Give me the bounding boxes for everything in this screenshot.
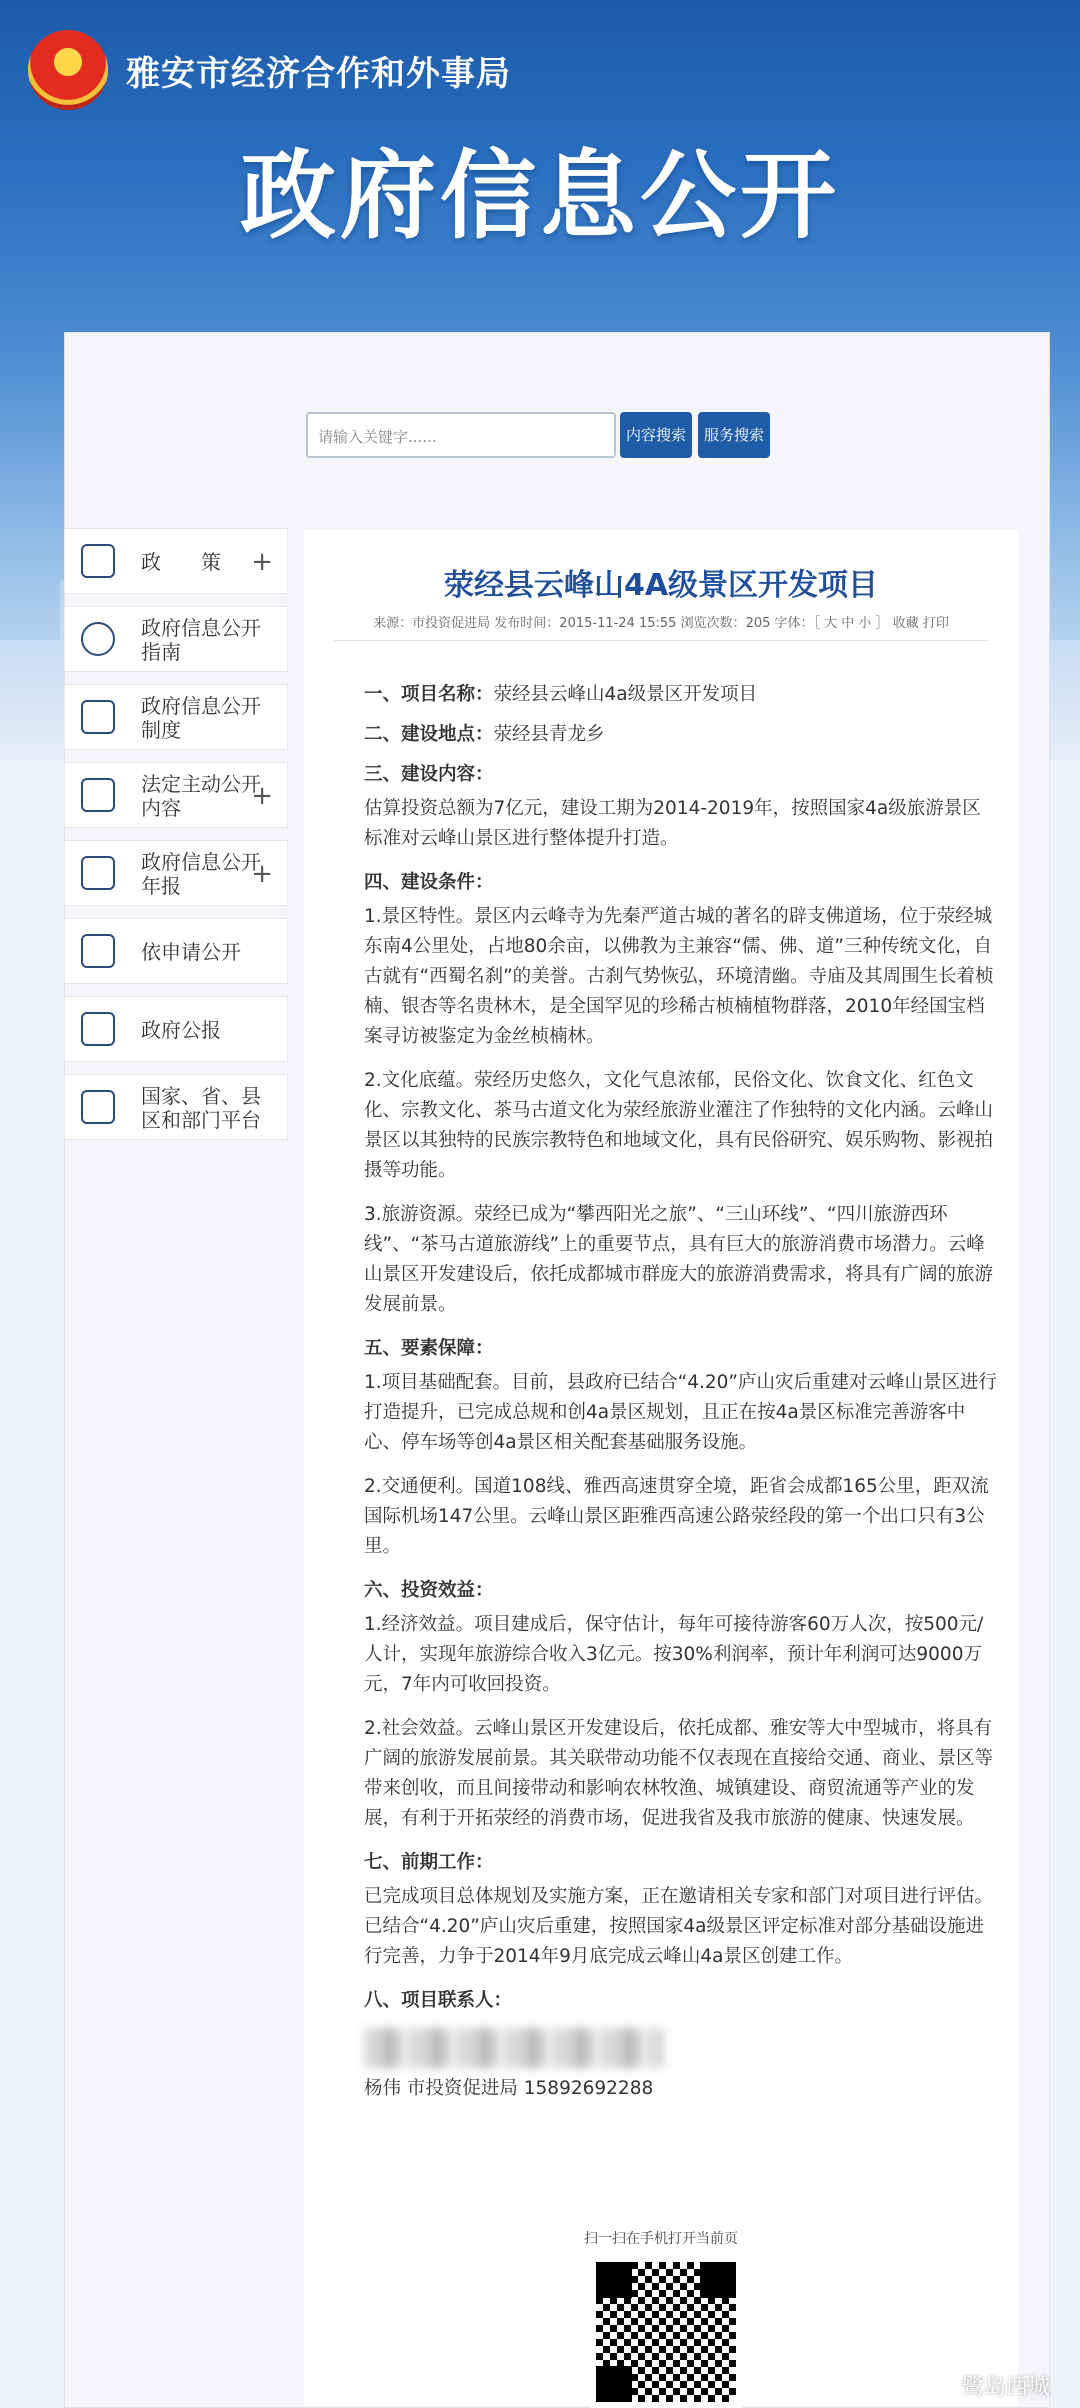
check-document-icon	[81, 934, 115, 968]
article-body	[364, 670, 998, 2122]
sidebar-item-label: 政府信息公开年报	[141, 850, 261, 898]
section-heading: 七、前期工作：	[364, 1852, 494, 1873]
section-heading: 八、项目联系人：	[364, 1990, 513, 2011]
sidebar-item-label: 政 策	[141, 550, 221, 574]
section-heading: 二、建设地点：荥经县青龙乡	[364, 724, 605, 745]
article-title: 荥经县云峰山4A级景区开发项目	[443, 568, 879, 603]
org-name: 雅安市经济合作和外事局	[126, 54, 511, 94]
blurred-redaction	[364, 2028, 664, 2068]
report-icon	[81, 856, 115, 890]
paragraph: 2.社会效益。云峰山景区开发建设后，依托成都、雅安等大中型城市，将具有广阔的旅游发展前景。其关联带动功能不仅表现在直接给交通、商业、景区等带来创收，而且间接带动和影响农林牧渔、城镇建设、商贸流通等产业的发展，有利于开拓荥经的消费市场，促进我省及我市旅游的健康、快速发展。	[364, 1718, 994, 1829]
bulletin-icon	[81, 1012, 115, 1046]
article-card	[304, 530, 1018, 2406]
paragraph: 1.项目基础配套。目前，县政府已结合“4.20”庐山灾后重建对云峰山景区进行打造提升，已完成总规和创4a景区规划，且正在按4a景区标准完善游客中心、停车场等创4a景区相关配套基础服务设施。	[364, 1372, 998, 1453]
service-search-button[interactable]: 服务搜索	[698, 412, 770, 458]
paragraph: 2.交通便利。国道108线、雅西高速贯穿全境，距省会成都165公里，距双流国际机场147公里。云峰山景区距雅西高速公路荥经段的第一个出口只有3公里。	[364, 1476, 989, 1557]
qr-label: 扫一扫在手机打开当前页	[584, 2231, 738, 2247]
star-document-icon	[81, 544, 115, 578]
search-input[interactable]: 请输入关键字......	[306, 412, 616, 458]
list-icon	[81, 700, 115, 734]
expand-plus-icon[interactable]: +	[251, 859, 273, 889]
contact-info: 杨伟 市投资促进局 15892692288	[364, 2078, 654, 2099]
national-emblem-icon	[28, 30, 108, 110]
sidebar-item-label: 政府公报	[141, 1018, 221, 1042]
section-heading: 五、要素保障：	[364, 1338, 494, 1359]
paragraph: 2.文化底蕴。荥经历史悠久，文化气息浓郁，民俗文化、饮食文化、红色文化、宗教文化、茶马古道文化为荥经旅游业灌注了作独特的文化内涵。云峰山景区以其独特的民族宗教特色和地域文化，具有民俗研究、娱乐购物、影视拍摄等功能。	[364, 1070, 994, 1181]
sidebar-item-platforms[interactable]	[64, 1074, 288, 1140]
watermark: 鹭岛西城	[961, 2375, 1050, 2400]
sidebar-item-bulletin[interactable]	[64, 996, 288, 1062]
content-search-button[interactable]: 内容搜索	[620, 412, 692, 458]
expand-plus-icon[interactable]: +	[251, 781, 273, 811]
paragraph: 1.经济效益。项目建成后，保守估计，每年可接待游客60万人次，按500元/人计，实现年旅游综合收入3亿元。按30%利润率，预计年利润可达9000万元，7年内可收回投资。	[364, 1614, 984, 1695]
qr-code-icon[interactable]	[590, 2256, 742, 2408]
sidebar-item-label: 国家、省、县区和部门平台	[141, 1084, 261, 1132]
paragraph: 估算投资总额为7亿元，建设工期为2014-2019年，按照国家4a级旅游景区标准对云峰山景区进行整体提升打造。	[364, 798, 981, 849]
paragraph: 3.旅游资源。荥经已成为“攀西阳光之旅”、“三山环线”、“四川旅游西环线”、“茶马古道旅游线”上的重要节点，具有巨大的旅游消费市场潜力。云峰山景区开发建设后，依托成都城市群庞大的旅游消费需求，将具有广阔的旅游发展前景。	[364, 1204, 994, 1315]
compass-icon	[81, 622, 115, 656]
sidebar-item-guide[interactable]	[64, 606, 288, 672]
sidebar-item-label: 政府信息公开制度	[141, 694, 261, 742]
banner-title: 政府信息公开	[240, 140, 840, 252]
sidebar-item-annual-report[interactable]	[64, 840, 288, 906]
sidebar-item-policy[interactable]	[64, 528, 288, 594]
link-icon	[81, 1090, 115, 1124]
section-heading: 四、建设条件：	[364, 872, 494, 893]
paragraph: 已完成项目总体规划及实施方案，正在邀请相关专家和部门对项目进行评估。已结合“4.20”庐山灾后重建，按照国家4a级景区评定标准对部分基础设施进行完善，力争于2014年9月底完成云峰山4a景区创建工作。	[364, 1886, 994, 1967]
sidebar-item-application[interactable]	[64, 918, 288, 984]
section-heading: 一、项目名称：荥经县云峰山4a级景区开发项目	[364, 684, 758, 705]
sidebar-item-label: 政府信息公开指南	[141, 616, 261, 664]
sidebar-item-system[interactable]	[64, 684, 288, 750]
section-heading: 三、建设内容：	[364, 764, 494, 785]
divider	[334, 640, 988, 641]
section-heading: 六、投资效益：	[364, 1580, 494, 1601]
sidebar-item-label: 依申请公开	[141, 940, 241, 964]
sidebar	[64, 528, 288, 1152]
sidebar-item-label: 法定主动公开内容	[141, 772, 261, 820]
paragraph: 1.景区特性。景区内云峰寺为先秦严道古城的著名的辟支佛道场，位于荥经城东南4公里处，占地80余亩，以佛教为主兼容“儒、佛、道”三种传统文化，自古就有“西蜀名刹”的美誉。古刹气势恢弘，环境清幽。寺庙及其周围生长着桢楠、银杏等名贵林木，是全国罕见的珍稀古桢楠植物群落，2010年经国宝档案寻访被鉴定为金丝桢楠林。	[364, 906, 994, 1047]
article-meta: 来源：市投资促进局 发布时间：2015-11-24 15:55 浏览次数：205 字体：［ 大 中 小 ］ 收藏 打印	[373, 616, 949, 631]
sidebar-item-statutory[interactable]	[64, 762, 288, 828]
id-card-icon	[81, 778, 115, 812]
expand-plus-icon[interactable]: +	[251, 547, 273, 577]
